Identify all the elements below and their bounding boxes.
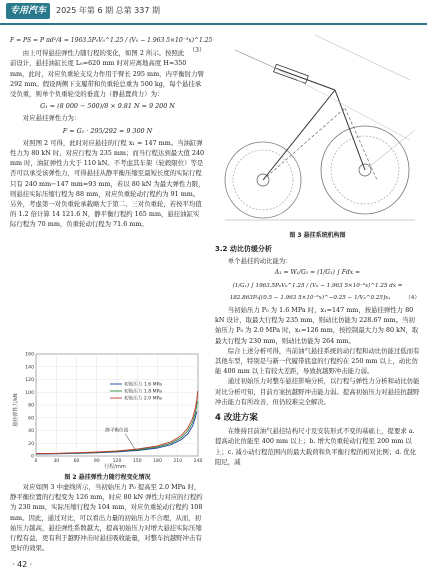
spring-force-chart bbox=[10, 348, 205, 470]
y-tick-label: 80 bbox=[28, 403, 34, 409]
equation-3 bbox=[10, 36, 213, 55]
series-line bbox=[36, 401, 197, 454]
paragraph: 通过初始压力对整车悬挂影响分析，以行程与弹性力分析和动比仿能对比分析可知，目前方案抗越野冲击能力弱。提高初始压力对悬挂抗越野冲击能力有所改善，但仍较难完全解决。 bbox=[215, 377, 420, 406]
legend-label: 初始压力 1.6 MPa bbox=[124, 382, 162, 388]
x-tick-label: 0 bbox=[34, 459, 38, 464]
paragraph: 由上可得悬挂弹性力随行程的变化，如图 2 所示。按照此前设计，悬挂油缸长度 L₀=620 mm 时对应离地高度 H=350 mm，此时，对应负重轮支反力作用于臂长 295 mm，内平衡肘力臂 292 mm。假设两侧下支履带和负重轮总重为 500 kg，每个悬挂承受负重，则单个负重轮受的垂直力（静悬置荷力）为： bbox=[10, 49, 204, 99]
equation-4 bbox=[215, 293, 420, 303]
y-tick-label: 0 bbox=[31, 454, 34, 460]
section-heading-3-2: 3.2 动比仿缓分析 bbox=[215, 245, 272, 253]
paragraph: 在维持目前油气悬挂结构尺寸及安装形式不变的基础上，提要求 a. 提高动比仿能至 400 mm 以上；b. 增大负重轮动行程至 200 mm 以上；c. 减小动行程范围内的最大载荷和负平衡行程的相对比例；d. 优化阻尼，减 bbox=[215, 427, 417, 466]
x-tick-label: 210 bbox=[173, 459, 183, 464]
y-tick-label: 140 bbox=[25, 365, 34, 371]
page-header bbox=[0, 0, 427, 26]
left-column bbox=[10, 34, 213, 230]
figure-2 bbox=[10, 348, 205, 468]
x-tick-label: 30 bbox=[53, 459, 60, 464]
equation-f: F = G₁ · 295/292 ≈ 9 300 N bbox=[62, 126, 153, 135]
page-number: · 42 · bbox=[12, 560, 33, 569]
x-tick-label: 240 bbox=[193, 459, 203, 464]
annotation-arrow bbox=[125, 434, 135, 450]
equation-3-number: （3） bbox=[189, 47, 205, 55]
right-column bbox=[215, 240, 420, 467]
y-tick-label: 120 bbox=[25, 378, 34, 384]
y-axis-label: 悬挂弹性力/kN bbox=[13, 393, 19, 427]
legend-label: 初始压力 2.0 MPa bbox=[124, 396, 162, 402]
figure-3 bbox=[215, 30, 420, 226]
equation-4-body: 182.863P₀[(0.5 − 1.963 5×10⁻³x)^−0.25 − 1/V₀^0.25]x₁ bbox=[229, 294, 391, 301]
issue-info: 2025 年第 6 期 总第 337 期 bbox=[56, 6, 160, 15]
x-tick-label: 120 bbox=[112, 459, 122, 464]
paragraph: 对照图 2 可得，此时对应悬挂的行程 x₁ = 147 mm。当油缸弹性力为 80 kN 时，对应行程为 235 mm；而当行程达到最大值 240 mm 时，油缸弹性力大于 110 kN。不考虑其车架（轮毂限位）等是否可以承受该弹性力，可得悬挂从静平衡压缩至最短长度的实际行程只有 240 mm−147 mm=93 mm，若以 80 kN 为最大弹性力限，则悬挂实际压缩行程为 88 mm，对应负重轮动行程约为 91 mm。另外，考虑第一对负重轮承载略大于第二、三对负重轮，若按平均值的 1.2 倍计算 14 121.6 N，静平衡行程约 165 mm，悬挂油缸实际行程为 70 mm，负重轮动行程为 71.6 mm。 bbox=[10, 138, 205, 229]
y-tick-label: 60 bbox=[28, 416, 34, 422]
x-tick-label: 180 bbox=[153, 459, 162, 464]
suspension-mechanism-diagram bbox=[215, 30, 420, 226]
header-rule bbox=[0, 23, 427, 25]
legend-label: 初始压力 1.8 MPa bbox=[124, 389, 162, 395]
paragraph: 综合上述分析可得，当前油气悬挂系统的动行程和动比仿能过低而有其他车型，特别是与新一代履带底盘的行程约在 250 mm 以上，动比仿能 400 mm 以上有较大差距，导致抗越野冲击能力弱。 bbox=[215, 346, 420, 376]
x-tick-label: 90 bbox=[93, 459, 100, 464]
y-tick-label: 160 bbox=[25, 352, 34, 358]
figure-2-caption: 图 2 悬挂弹性力随行程变化情况 bbox=[64, 474, 151, 481]
paragraph: 当初始压力 P₀ 为 1.6 MPa 时，x₁=147 mm，按悬挂弹性力 80 kN 设计，取最大行程为 235 mm，则动比仿能为 228.67 mm。当初始压力 P₀ 为 2.0 MPa 时，x₁=126 mm，按控制最大力为 80 kN，取最大行程为 230 mm，则动比仿能为 264 mm。 bbox=[215, 306, 419, 345]
paragraph: 对应悬挂弹性力为： bbox=[22, 114, 81, 123]
equation-4b: (1/G₁) ∫ 1963.5P₀V₀^1.25 / (V₀ − 1.963 5×10⁻³x)^1.25 dx = bbox=[232, 282, 403, 289]
journal-logo: 专用汽车 bbox=[6, 3, 50, 19]
equation-4-number: （4） bbox=[405, 294, 420, 301]
y-tick-label: 40 bbox=[28, 429, 34, 435]
annotation-label: 静平衡位置 bbox=[105, 428, 129, 434]
figure-3-caption: 图 3 悬挂系统机构图 bbox=[289, 232, 346, 239]
paragraph: 单个悬挂的动比能为： bbox=[227, 257, 292, 266]
equation-3-body: F = PS = P πd²/4 = 1963.5P₀V₀^1.25 / (V₀ − 1.963 5×10⁻³x)^1.25 bbox=[10, 37, 213, 44]
y-tick-label: 100 bbox=[25, 390, 34, 396]
section-heading-4: 4 改进方案 bbox=[215, 413, 258, 424]
x-tick-label: 60 bbox=[73, 459, 80, 464]
y-tick-label: 20 bbox=[28, 441, 34, 447]
equation-4a: A₁ = W₁/G₁ = (1/G₁) ∫ Fdx = bbox=[274, 269, 361, 277]
left-column-bottom bbox=[10, 482, 205, 553]
x-axis-label: 行程/mm bbox=[104, 464, 126, 470]
paragraph: 对应如图 3 中虚线所示，当初始压力 P₀ 提高至 2.0 MPa 时，静平衡位置的行程变为 126 mm，时应 80 kN 弹性力对应的行程约为 230 mm，实际压缩行程为 104 mm，对应负重轮动行程约 108 mm。因此，通过对比，可以看出力量的初始压力不合理，从而，初始压力越高，悬挂弹性系数越大，提高初始压力对增大悬挂实际压缩行程有益，更有利于越野冲击时悬挂吸收能量，对整车抗越野冲击有更好的效果。 bbox=[10, 483, 203, 553]
equation-g: G₁ = (8 000 − 500)/8 × 9.81 N = 9 200 N bbox=[40, 102, 175, 111]
x-tick-label: 150 bbox=[132, 459, 142, 464]
